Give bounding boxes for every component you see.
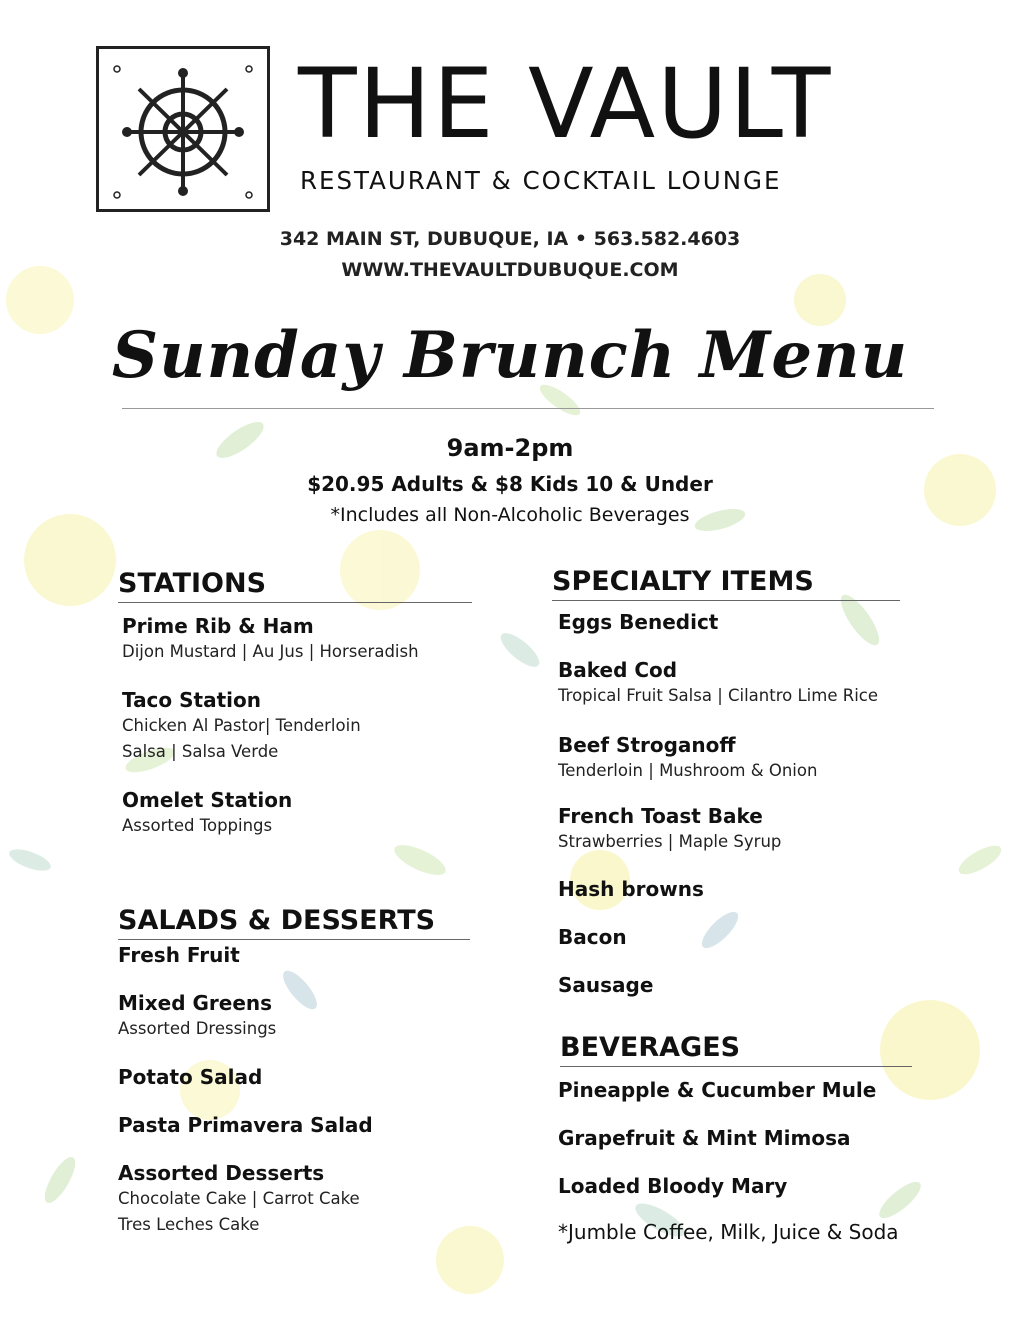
item-description: Tropical Fruit Salsa | Cilantro Lime Rice [558,686,879,705]
item-description: Chicken Al Pastor| Tenderloin [122,716,361,735]
menu-item [558,1125,851,1151]
menu-item [558,803,781,855]
item-name: Omelet Station [122,788,293,812]
item-description: Dijon Mustard | Au Jus | Horseradish [122,642,419,661]
menu-item [558,876,704,902]
item-name: Assorted Desserts [118,1161,325,1185]
item-description: Strawberries | Maple Syrup [558,832,782,851]
item-description: Assorted Dressings [118,1019,277,1038]
vault-logo [96,46,270,212]
menu-item [558,657,878,709]
item-name: Pineapple & Cucumber Mule [558,1078,877,1102]
menu-item [558,1173,787,1199]
menu-item [558,1077,876,1103]
item-name: Eggs Benedict [558,610,719,634]
menu-item [118,1112,373,1138]
item-name: Bacon [558,925,627,949]
website-link[interactable]: WWW.THEVAULTDUBUQUE.COM [341,259,679,281]
vault-dial-icon [99,49,267,209]
item-name: Mixed Greens [118,991,273,1015]
menu-item [558,972,653,998]
item-description: Chocolate Cake | Carrot Cake [118,1189,360,1208]
stations-heading: STATIONS [118,568,472,603]
item-description: Tenderloin | Mushroom & Onion [558,761,818,780]
menu-item [118,990,276,1042]
menu-item [122,787,292,839]
specialty-heading: SPECIALTY ITEMS [552,566,900,601]
item-name: Hash browns [558,877,704,901]
beverage-footnote: *Jumble Coffee, Milk, Juice & Soda [558,1220,899,1244]
item-name: Potato Salad [118,1065,263,1089]
brunch-price: $20.95 Adults & $8 Kids 10 & Under [307,472,713,496]
item-name: Baked Cod [558,658,678,682]
brand-name: THE VAULT [298,48,833,160]
menu-item [558,924,627,950]
beverages-heading: BEVERAGES [560,1032,912,1067]
menu-item [558,609,718,635]
item-name: Sausage [558,973,654,997]
salads-heading: SALADS & DESSERTS [118,905,470,940]
title-divider [122,408,934,409]
menu-item [118,942,240,968]
item-description: Salsa | Salsa Verde [122,742,279,761]
item-description: Tres Leches Cake [118,1215,260,1234]
menu-item [118,1064,262,1090]
item-name: French Toast Bake [558,804,763,828]
menu-item [122,613,419,665]
item-name: Prime Rib & Ham [122,614,314,638]
menu-item [122,687,361,765]
menu-item [118,1160,360,1238]
brunch-hours: 9am-2pm [446,434,574,462]
address-line: 342 MAIN ST, DUBUQUE, IA • 563.582.4603 [279,228,741,250]
brand-tagline: RESTAURANT & COCKTAIL LOUNGE [300,166,782,195]
item-name: Taco Station [122,688,261,712]
item-name: Grapefruit & Mint Mimosa [558,1126,851,1150]
item-name: Pasta Primavera Salad [118,1113,373,1137]
item-name: Beef Stroganoff [558,733,736,757]
price-note: *Includes all Non-Alcoholic Beverages [330,504,690,526]
menu-item [558,732,817,784]
item-name: Fresh Fruit [118,943,240,967]
page-title: Sunday Brunch Menu [111,318,909,393]
item-name: Loaded Bloody Mary [558,1174,788,1198]
item-description: Assorted Toppings [122,816,273,835]
